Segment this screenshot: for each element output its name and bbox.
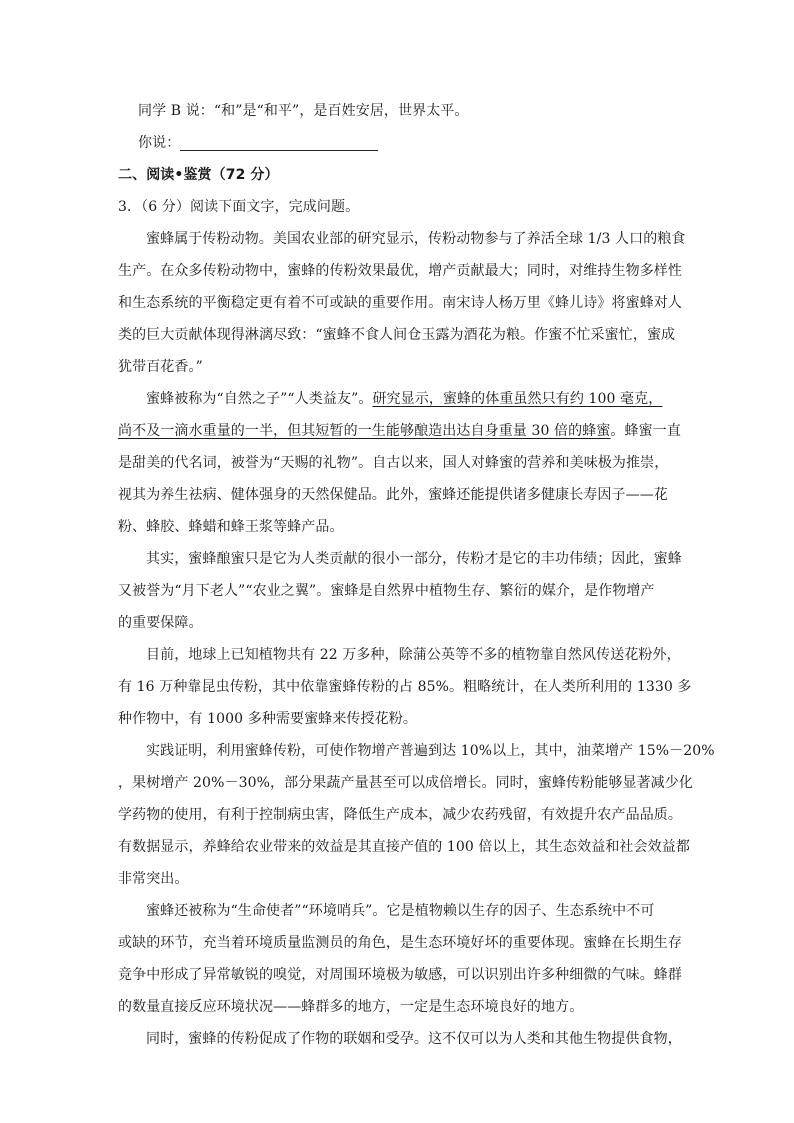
paragraph-line: 蜜蜂还被称为“生命使者”“环境哨兵”。它是植物赖以生存的因子、生态系统中不可 <box>146 903 655 919</box>
student-b-line: 同学 B 说：“和”是“和平”，是百姓安居，世界太平。 <box>138 103 469 119</box>
paragraph-line: 学药物的使用，有利于控制病虫害，降低生产成本，减少农药残留，有效提升农产品品质。 <box>118 807 682 823</box>
paragraph-line: 又被誉为“月下老人”“农业之翼”。蜜蜂是自然界中植物生存、繁衍的媒介，是作物增产 <box>118 583 655 599</box>
paragraph-line: 犹带百花香。” <box>118 359 203 375</box>
paragraph-line: 是甜美的代名词，被誉为“天赐的礼物”。自古以来，国人对蜂蜜的营养和美味极为推崇， <box>118 455 669 471</box>
paragraph-line: 的重要保障。 <box>118 615 203 631</box>
paragraph-line: 有数据显示，养蜂给农业带来的效益是其直接产值的 100 倍以上，其生态效益和社会效益都 <box>118 839 690 855</box>
underlined-sentence: 研究显示，蜜蜂的体重虽然只有约 100 毫克， <box>372 391 663 407</box>
paragraph-line: 生产。在众多传粉动物中，蜜蜂的传粉效果最优，增产贡献最大；同时，对维持生物多样性 <box>118 263 682 279</box>
paragraph-line: 其实，蜜蜂酿蜜只是它为人类贡献的很小一部分，传粉才是它的丰功伟绩；因此，蜜蜂 <box>146 551 682 567</box>
paragraph-text: 。蜂蜜一直 <box>610 423 681 439</box>
paragraph-line: 粉、蜂胶、蜂蜡和蜂王浆等蜂产品。 <box>118 519 344 535</box>
paragraph-line: 竞争中形成了异常敏锐的嗅觉，对周围环境极为敏感，可以识别出许多种细微的气味。蜂群 <box>118 967 682 983</box>
paragraph-line: 目前，地球上已知植物共有 22 万多种，除蒲公英等不多的植物靠自然风传送花粉外， <box>146 647 681 663</box>
paragraph-line: 蜜蜂属于传粉动物。美国农业部的研究显示，传粉动物参与了养活全球 1/3 人口的粮食 <box>146 231 686 247</box>
answer-line <box>138 133 378 153</box>
paragraph-line: 同时，蜜蜂的传粉促成了作物的联姻和受孕。这不仅可以为人类和其他生物提供食物， <box>146 1031 682 1047</box>
paragraph-line: 实践证明，利用蜜蜂传粉，可使作物增产普遍到达 10%以上，其中，油菜增产 15%－20% <box>146 743 715 759</box>
question-3-title: 3．（6 分）阅读下面文字，完成问题。 <box>118 199 360 215</box>
paragraph-line: ，果树增产 20%－30%，部分果蔬产量甚至可以成倍增长。同时，蜜蜂传粉能够显著减少化 <box>118 775 693 791</box>
paragraph-line: 视其为养生祛病、健体强身的天然保健品。此外，蜜蜂还能提供诸多健康长寿因子——花 <box>118 487 668 503</box>
paragraph-line: 有 16 万种靠昆虫传粉，其中依靠蜜蜂传粉的占 85%。粗略统计，在人类所利用的 1330 多 <box>118 679 692 695</box>
paragraph-line: 非常突出。 <box>118 871 189 887</box>
paragraph-line: 或缺的环节，充当着环境质量监测员的角色，是生态环境好坏的重要体现。蜜蜂在长期生存 <box>118 935 682 951</box>
answer-blank[interactable] <box>180 134 378 151</box>
underlined-sentence: 尚不及一滴水重量的一半，但其短暂的一生能够酿造出达自身重量 30 倍的蜂蜜 <box>118 423 611 439</box>
paragraph-line: 类的巨大贡献体现得淋漓尽致：“蜜蜂不食人间仓玉露为酒花为粮。作蜜不忙采蜜忙，蜜成 <box>118 327 676 343</box>
paragraph-line: 和生态系统的平衡稳定更有着不可或缺的重要作用。南宋诗人杨万里《蜂儿诗》将蜜蜂对人 <box>118 295 682 311</box>
paragraph-text: 蜜蜂被称为“自然之子”“人类益友”。 <box>146 391 373 407</box>
you-say-label: 你说： <box>138 135 181 151</box>
section-heading: 二、阅读•鉴赏（72 分） <box>118 167 279 183</box>
paragraph-line: 种作物中，有 1000 多种需要蜜蜂来传授花粉。 <box>118 711 417 727</box>
paragraph-line <box>146 389 662 409</box>
paragraph-line <box>118 421 681 441</box>
paragraph-line: 的数量直接反应环境状况——蜂群多的地方，一定是生态环境良好的地方。 <box>118 999 584 1015</box>
